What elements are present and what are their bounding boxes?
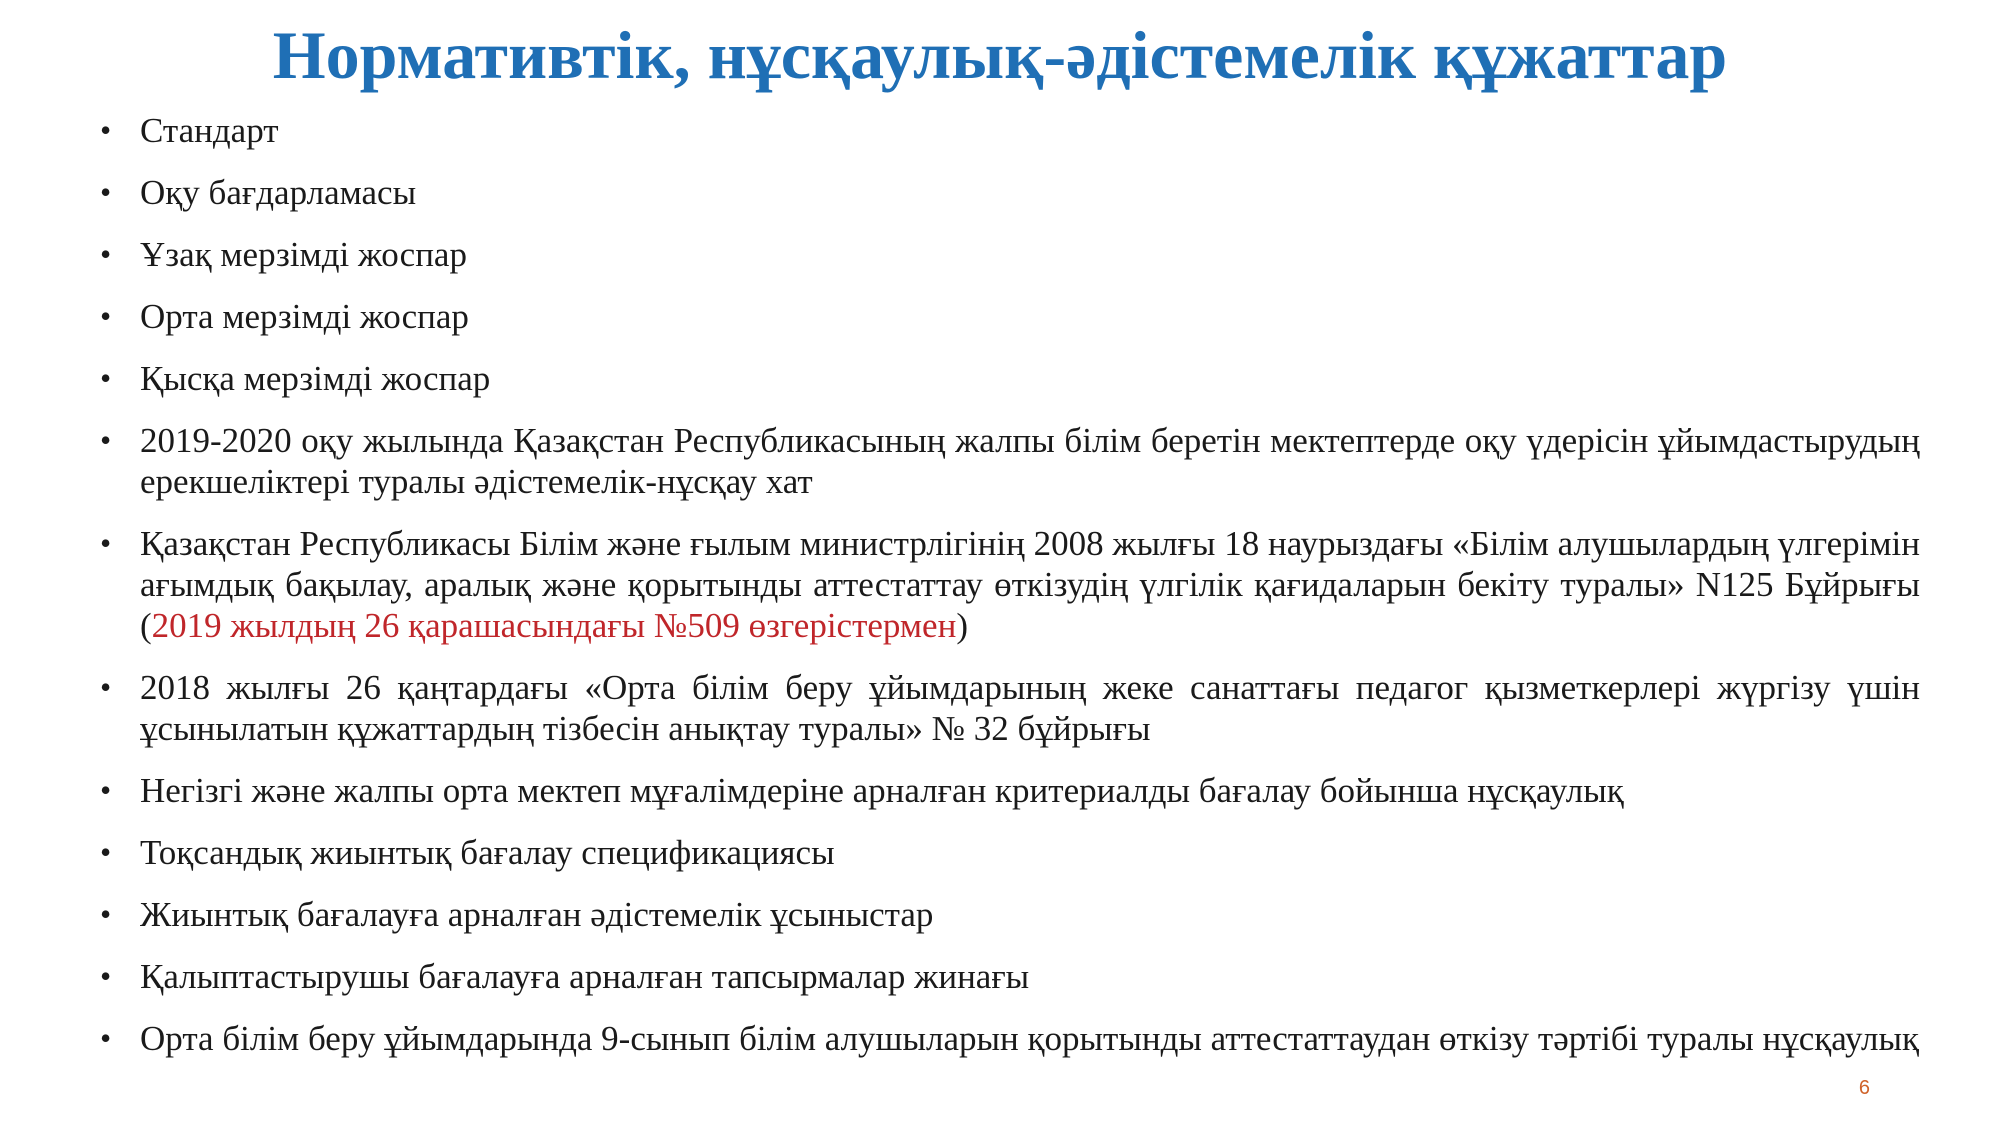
list-item [95,358,1920,399]
bullet-icon: • [100,298,112,334]
list-item-text-tail: ) [956,606,968,645]
list-item-text: Негізгі және жалпы орта мектеп мұғалімдеріне арналған критериалды бағалау бойынша нұсқаулық [140,771,1624,810]
bullet-icon: • [100,112,112,148]
list-item-text: Тоқсандық жиынтық бағалау спецификациясы [140,833,835,872]
amendment-note: 2019 жылдың 26 қарашасындағы №509 өзгерістермен [151,606,957,645]
list-item-text: Оқу бағдарламасы [140,173,417,212]
bullet-icon: • [100,772,112,808]
bullet-icon: • [100,896,112,932]
bullet-icon: • [100,958,112,994]
list-item-text: 2019-2020 оқу жылында Қазақстан Республикасының жалпы білім беретін мектептерде оқу үдерісін ұйымдастырудың ерекшеліктері туралы әдістемелік-нұсқау хат [140,421,1920,501]
list-item [95,234,1920,275]
page-number: 6 [1858,1077,1870,1099]
list-item [95,420,1920,502]
list-item-text: Қалыптастырушы бағалауға арналған тапсырмалар жинағы [140,957,1030,996]
list-item [95,667,1920,749]
bullet-icon: • [100,525,112,561]
list-item-text: Орта мерзімді жоспар [140,297,469,336]
list-item [95,523,1920,646]
list-item [95,956,1920,997]
list-item [95,296,1920,337]
bullet-list [95,110,1920,1059]
list-item [95,172,1920,213]
slide-title: Нормативтік, нұсқаулық-әдістемелік құжаттар [272,17,1728,93]
list-item-text: Стандарт [140,111,279,150]
list-item-text: Ұзақ мерзімді жоспар [140,235,467,274]
list-item-text: Қазақстан Республикасы Білім және ғылым министрлігінің 2008 жылғы 18 наурыздағы «Білім алушылардың үлгерімін ағымдық бақылау, аралық және қорытынды аттестаттау өткізудің үлгілік қағидаларын бекіту туралы» N125 Бұйрығы ( [140,524,1920,645]
list-item [95,832,1920,873]
list-item [95,110,1920,151]
list-item-text: Орта білім беру ұйымдарында 9-сынып білім алушыларын қорытынды аттестаттаудан өткізу тәртібі туралы нұсқаулық [140,1019,1919,1058]
list-item-text: Қысқа мерзімді жоспар [140,359,491,398]
bullet-icon: • [100,1020,112,1056]
bullet-icon: • [100,422,112,458]
list-item-text: 2018 жылғы 26 қаңтардағы «Орта білім беру ұйымдарының жеке санаттағы педагог қызметкерлері жүргізу үшін ұсынылатын құжаттардың тізбесін анықтау туралы» № 32 бұйрығы [140,668,1920,748]
bullet-icon: • [100,669,112,705]
bullet-icon: • [100,174,112,210]
bullet-icon: • [100,236,112,272]
bullet-icon: • [100,360,112,396]
list-item [95,894,1920,935]
list-item [95,1018,1920,1059]
list-item [95,770,1920,811]
bullet-icon: • [100,834,112,870]
list-item-text: Жиынтық бағалауға арналған әдістемелік ұсыныстар [140,895,934,934]
